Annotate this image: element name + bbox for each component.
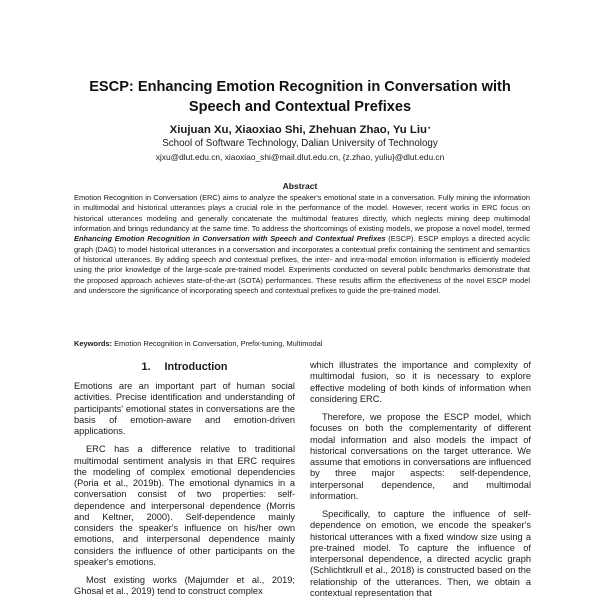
section-heading-introduction [74, 360, 295, 374]
right-column [310, 360, 531, 600]
left-column [74, 381, 295, 600]
abstract-emphasis: Enhancing Emotion Recognition in Conversation with Speech and Contextual Prefixes [74, 234, 386, 244]
authors-text: Xiujuan Xu, Xiaoxiao Shi, Zhehuan Zhao, Yu Liu [169, 124, 428, 136]
corresponding-author-mark: * [428, 127, 431, 133]
right-paragraph-2: Therefore, we propose the ESCP model, which focuses on both the complementarity of different modal information and also models the impact of historical conversations on the target utterance. We assume that emotions in conversations are influenced by three major aspects: self-dependence, interpersonal dependence, and multimodal information. [310, 412, 531, 501]
section-title: Introduction [164, 361, 228, 373]
intro-paragraph-2: ERC has a difference relative to traditional multimodal sentiment analysis in that ERC requires the modeling of complex emotional dependencies (Poria et al., 2019b). The emotional dynamics in a conversation consist of two properties: self-dependence and interpersonal dependence (Morris and Keltner, 2000). Self-dependence mainly considers the speaker's influence on his/her own emotions, and interpersonal dependence mainly considers the influence of other participants on the speaker's emotions. [74, 444, 295, 567]
title-line-2: Speech and Contextual Prefixes [188, 99, 412, 115]
intro-paragraph-1: Emotions are an important part of human social activities. Precise identification and understanding of participants' emotional states in conversations are the basis of emotion-aware and emotion-driven applications. [74, 381, 295, 436]
title-line-1: ESCP: Enhancing Emotion Recognition in Conversation with [89, 79, 511, 95]
abstract-text-part-2: (ESCP). ESCP employs a directed acyclic graph (DAG) to model historical utterances in a conversation and incorporates a contextual prefix containing the sentiment and semantics of historical utterances. By adding speech and contextual prefixes, the inter- and intra-modal emotion information is efficiently modeled using the prior knowledge of the large-scale pre-trained model. Experiments conducted on several public benchmarks demonstrate that the proposed approach achieves state-of-the-art (SOTA) performances. These results affirm the effectiveness of the novel ESCP model and underscore the significance of incorporating speech and contextual prefixes to guide the pre-trained model. [74, 234, 530, 296]
keywords-text: Emotion Recognition in Conversation, Prefix-tuning, Multimodal [112, 339, 323, 348]
keywords-label: Keywords: [74, 339, 113, 348]
author-list [60, 122, 540, 138]
right-paragraph-1: which illustrates the importance and complexity of multimodal fusion, so it is necessary to explore effective modeling of both kinds of information when considering ERC. [310, 360, 531, 404]
affiliation: School of Software Technology, Dalian University of Technology [162, 138, 438, 149]
section-number: 1. [141, 361, 151, 373]
keywords [74, 339, 530, 349]
abstract-heading: Abstract [282, 181, 318, 191]
right-paragraph-3: Specifically, to capture the influence of self-dependence on emotion, we encode the speaker's historical utterances with a fixed window size using a pre-trained model. To capture the influence of interpersonal dependence, a directed acyclic graph (Schlichtkrull et al., 2018) is constructed based on the relationship of the utterances. Then, we obtain a contextual representation that [310, 509, 531, 598]
paper-title [60, 77, 540, 117]
abstract-body [74, 193, 530, 296]
intro-paragraph-3: Most existing works (Majumder et al., 2019; Ghosal et al., 2019) tend to construct complex [74, 575, 295, 597]
author-emails: xjxu@dlut.edu.cn, xiaoxiao_shi@mail.dlut.edu.cn, {z.zhao, yuliu}@dlut.edu.cn [155, 152, 445, 162]
abstract-text-part-1: Emotion Recognition in Conversation (ERC) aims to analyze the speaker's emotional state in a conversation. Fully mining the information in multimodal and historical utterances plays a crucial role in the performance of the model. However, recent works in ERC focus on historical utterances modeling and generally concatenate the multimodal features directly, which neglects mining deep multimodal information and brings redundancy at the same time. To address the shortcomings of existing models, we propose a novel model, termed [74, 193, 530, 234]
